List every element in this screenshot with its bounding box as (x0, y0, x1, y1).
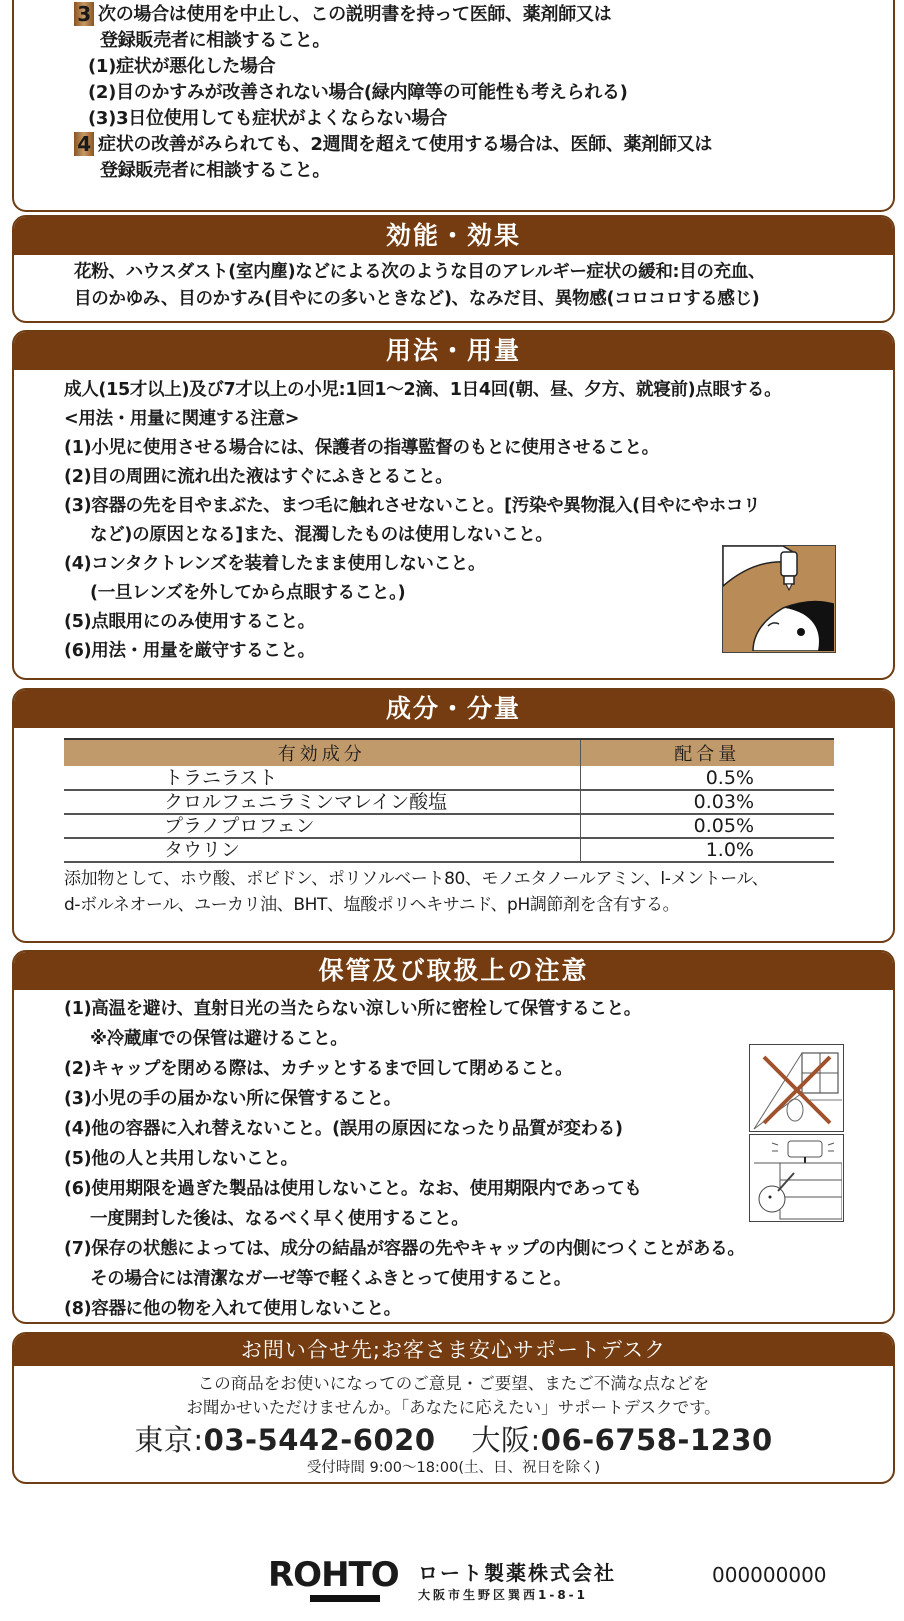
section-header: お問い合せ先;お客さま安心サポートデスク (14, 1334, 893, 1366)
storage-item: (2)キャップを閉める際は、カチッとするまで回して閉めること。 (64, 1059, 573, 1079)
storage-item: (8)容器に他の物を入れて使用しないこと。 (64, 1299, 401, 1319)
section-header: 保管及び取扱上の注意 (14, 952, 893, 990)
table-row (64, 790, 834, 814)
table-row (64, 814, 834, 838)
ingredient-name: タウリン (64, 838, 580, 862)
storage-item: 一度開封した後は、なるべく早く使用すること。 (90, 1209, 469, 1229)
storage-item: (6)使用期限を過ぎた製品は使用しないこと。なお、使用期限内であっても (64, 1179, 642, 1199)
note-item: (6)用法・用量を厳守すること。 (64, 641, 315, 661)
additives-text (64, 866, 768, 918)
section-header: 用法・用量 (14, 332, 893, 370)
tokyo-phone[interactable]: 03-5442-6020 (203, 1423, 436, 1457)
storage-item: その場合には清潔なガーゼ等で軽くふきとって使用すること。 (90, 1269, 571, 1289)
ingredient-amount: 0.5% (580, 766, 834, 790)
ingredient-amount: 0.03% (580, 790, 834, 814)
storage-item: (1)高温を避け、直射日光の当たらない涼しい所に密栓して保管すること。 (64, 999, 641, 1019)
contact-section (12, 1332, 895, 1484)
footer (268, 1555, 868, 1611)
column-header-amount: 配合量 (580, 739, 834, 766)
rohto-logo: ROHTO (268, 1555, 399, 1595)
business-hours: 受付時間 9:00〜18:00(土、日、祝日を除く) (306, 1460, 601, 1476)
number-badge: 4 (74, 132, 94, 156)
section-header: 成分・分量 (14, 690, 893, 728)
logo-underline (310, 1595, 380, 1602)
table-row (64, 838, 834, 862)
storage-item: (4)他の容器に入れ替えないこと。(誤用の原因になったり品質が変わる) (64, 1119, 623, 1139)
section-body (14, 255, 893, 313)
note-item: (4)コンタクトレンズを装着したまま使用しないこと。 (64, 554, 486, 574)
note-item: (2)目の周囲に流れ出た液はすぐにふきとること。 (64, 467, 453, 487)
warning-item-4: 4 症状の改善がみられても、2週間を超えて使用する場合は、医師、薬剤師又は (74, 132, 712, 158)
warning-text: 登録販売者に相談すること。 (100, 160, 331, 181)
ingredient-amount: 1.0% (580, 838, 834, 862)
usage-section (12, 330, 895, 680)
ingredient-name: プラノプロフェン (64, 814, 580, 838)
child-reaching-illustration-icon (749, 1134, 844, 1222)
storage-item: ※冷蔵庫での保管は避けること。 (90, 1029, 348, 1049)
table-header-row (64, 739, 834, 766)
note-item: (3)容器の先を目やまぶた、まつ毛に触れさせないこと。[汚染や異物混入(目やにやホコリ (64, 496, 761, 516)
effect-text: 目のかゆみ、目のかすみ(目やにの多いときなど)、なみだ目、異物感(コロコロする感じ) (74, 289, 760, 309)
note-item: (5)点眼用にのみ使用すること。 (64, 612, 315, 632)
warnings-list (74, 2, 712, 184)
warning-item-3: 3 次の場合は使用を中止し、この説明書を持って医師、薬剤師又は (74, 2, 712, 28)
contact-text: この商品をお使いになってのご意見・ご要望、またご不満な点などを (197, 1374, 710, 1393)
notes-heading: <用法・用量に関連する注意> (64, 409, 300, 429)
effect-section (12, 215, 895, 323)
additives-line: d-ボルネオール、ユーカリ油、BHT、塩酸ポリヘキサニド、pH調節剤を含有する。 (64, 895, 680, 915)
note-item: (一旦レンズを外してから点眼すること。) (90, 583, 406, 603)
warnings-section (12, 0, 895, 212)
warning-text: 登録販売者に相談すること。 (100, 30, 331, 51)
contact-text: お聞かせいただけませんか。「あなたに応えたい」サポートデスクです。 (186, 1398, 721, 1417)
dosage-text: 成人(15才以上)及び7才以上の小児:1回1〜2滴、1日4回(朝、昼、夕方、就寝前)点眼する。 (64, 380, 782, 400)
warning-subitem: (3)3日位使用しても症状がよくならない場合 (88, 108, 447, 129)
note-item: (1)小児に使用させる場合には、保護者の指導監督のもとに使用させること。 (64, 438, 659, 458)
eye-drop-illustration-icon (722, 545, 836, 653)
company-name: ロート製薬株式会社 (418, 1561, 616, 1585)
ingredient-amount: 0.05% (580, 814, 834, 838)
number-badge: 3 (74, 2, 94, 26)
storage-item: (3)小児の手の届かない所に保管すること。 (64, 1089, 401, 1109)
table-row (64, 766, 834, 790)
tokyo-label: 東京: (134, 1423, 204, 1457)
osaka-phone[interactable]: 06-6758-1230 (540, 1423, 773, 1457)
company-address: 大阪市生野区巽西1-8-1 (418, 1588, 589, 1602)
storage-item: (5)他の人と共用しないこと。 (64, 1149, 298, 1169)
column-header-ingredient: 有効成分 (64, 739, 580, 766)
ingredients-table (64, 738, 834, 863)
osaka-label: 大阪: (471, 1423, 541, 1457)
ingredients-section (12, 688, 895, 943)
ingredient-name: クロルフェニラミンマレイン酸塩 (64, 790, 580, 814)
warning-subitem: (1)症状が悪化した場合 (88, 56, 276, 77)
product-code: 000000000 (712, 1563, 827, 1587)
note-item: など)の原因となる]また、混濁したものは使用しないこと。 (90, 525, 553, 545)
effect-text: 花粉、ハウスダスト(室内塵)などによる次のような目のアレルギー症状の緩和:目の充血、 (74, 262, 766, 282)
contact-body (14, 1366, 893, 1478)
storage-section (12, 950, 895, 1324)
phone-numbers (14, 1422, 893, 1458)
no-fridge-illustration-icon (749, 1044, 844, 1132)
warning-subitem: (2)目のかすみが改善されない場合(緑内障等の可能性も考えられる) (88, 82, 628, 103)
ingredient-name: トラニラスト (64, 766, 580, 790)
additives-line: 添加物として、ホウ酸、ポビドン、ポリソルベート80、モノエタノールアミン、l-メントール、 (64, 869, 769, 889)
section-header: 効能・効果 (14, 217, 893, 255)
storage-item: (7)保存の状態によっては、成分の結晶が容器の先やキャップの内側につくことがある。 (64, 1239, 745, 1259)
